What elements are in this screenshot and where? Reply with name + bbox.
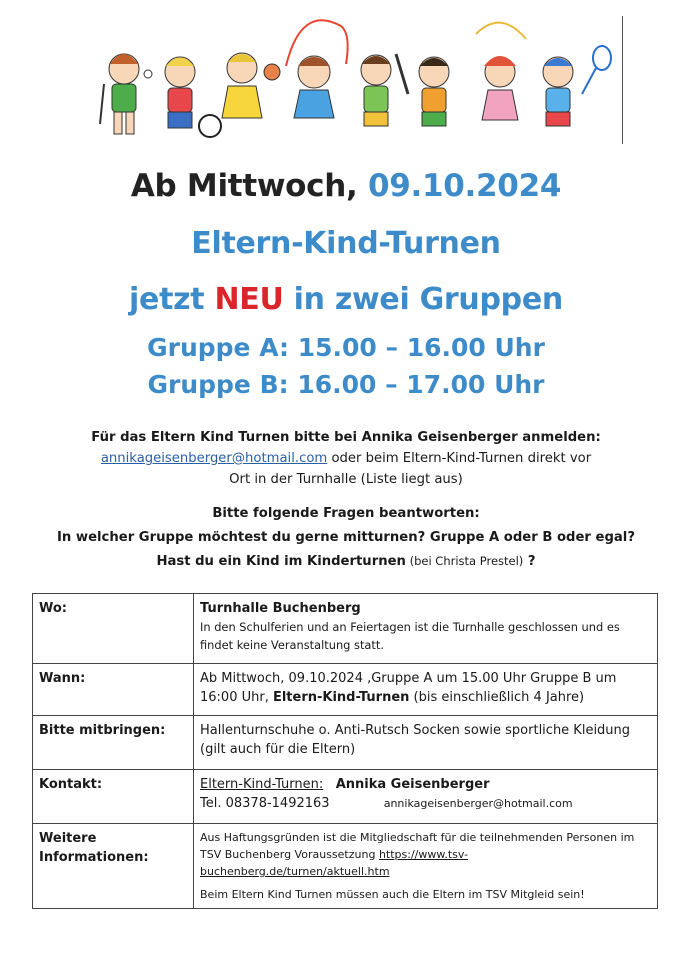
label-weitere: Weitere Informationen: [33, 824, 194, 909]
kid-4 [294, 56, 334, 118]
table-row-weitere [33, 824, 658, 909]
kid-6 [419, 57, 449, 126]
contact-email[interactable]: annikageisenberger@hotmail.com [383, 797, 573, 810]
kid-1 [100, 54, 152, 134]
headline-date: 09.10.2024 [368, 168, 562, 204]
questions-title: Bitte folgende Fragen beantworten: [212, 506, 480, 521]
table-row-mitbringen [33, 716, 658, 770]
table-row-wann [33, 664, 658, 716]
registration-info: Für das Eltern Kind Turnen bitte bei Annika Geisenberger anmelden: annikageisenberger@hotmail.com oder beim Eltern-Kind-Turnen direkt vor Ort in der Turnhalle (Liste liegt aus) [40, 427, 652, 490]
question-child: Hast du ein Kind im Kinderturnen (bei Christa Prestel) ? [156, 554, 536, 569]
label-wann: Wann: [33, 664, 194, 716]
value-wann: Ab Mittwoch, 09.10.2024 ,Gruppe A um 15.00 Uhr Gruppe B um 16:00 Uhr, Eltern-Kind-Turnen (bis einschließlich 4 Jahre) [194, 664, 658, 716]
kid-2 [165, 57, 221, 137]
info-table [32, 593, 658, 909]
value-kontakt [194, 770, 658, 824]
venue-name: Turnhalle Buchenberg [200, 601, 361, 616]
contact-name: Annika Geisenberger [335, 777, 490, 792]
label-kontakt: Kontakt: [33, 770, 194, 824]
headline-prefix: Ab Mittwoch, [130, 168, 368, 204]
membership-url-link[interactable]: https://www.tsv-buchenberg.de/turnen/aktuell.htm [200, 848, 469, 878]
contact-phone: Tel. 08378-1492163 [200, 796, 330, 811]
value-weitere: Aus Haftungsgründen ist die Mitgliedschaft für die teilnehmenden Personen im TSV Buchenberg Voraussetzung https://www.tsv-buchenberg.de/turnen/aktuell.htm Beim Eltern Kind Turnen müssen auch die Eltern im TSV Mitgleid sein! [194, 824, 658, 909]
group-b-time: Gruppe B: 16.00 – 17.00 Uhr [147, 370, 545, 399]
kid-8 [543, 46, 611, 126]
membership-note: Beim Eltern Kind Turnen müssen auch die Eltern im TSV Mitgleid sein! [200, 888, 585, 901]
headline-new-groups: jetzt NEU in zwei Gruppen [129, 282, 563, 317]
table-row-wo [33, 594, 658, 664]
value-mitbringen: Hallenturnschuhe o. Anti-Rutsch Socken sowie sportliche Kleidung (gilt auch für die Eltern) [194, 716, 658, 770]
scan-edge-line [622, 16, 623, 144]
registration-email-link[interactable]: annikageisenberger@hotmail.com [100, 451, 328, 466]
registration-location: Ort in der Turnhalle (Liste liegt aus) [229, 472, 463, 487]
kid-3 [222, 53, 280, 118]
headline-course-name: Eltern-Kind-Turnen [191, 226, 501, 261]
neu-highlight: NEU [214, 282, 284, 317]
venue-note: In den Schulferien und an Feiertagen ist die Turnhalle geschlossen und es findet keine Veranstaltung statt. [200, 620, 620, 652]
label-mitbringen: Bitte mitbringen: [33, 716, 194, 770]
children-banner-illustration [96, 14, 626, 146]
label-wo: Wo: [33, 594, 194, 664]
question-group: In welcher Gruppe möchtest du gerne mitturnen? Gruppe A oder B oder egal? [57, 530, 635, 545]
kid-7 [482, 56, 518, 120]
value-wo [194, 594, 658, 664]
table-row-kontakt [33, 770, 658, 824]
kid-5 [361, 54, 408, 126]
headline-start-date [0, 168, 692, 204]
contact-course-link[interactable]: Eltern-Kind-Turnen: [200, 777, 324, 792]
registration-line: Für das Eltern Kind Turnen bitte bei Annika Geisenberger anmelden: [91, 430, 601, 445]
group-a-time: Gruppe A: 15.00 – 16.00 Uhr [147, 333, 545, 362]
questions-block [40, 503, 652, 572]
